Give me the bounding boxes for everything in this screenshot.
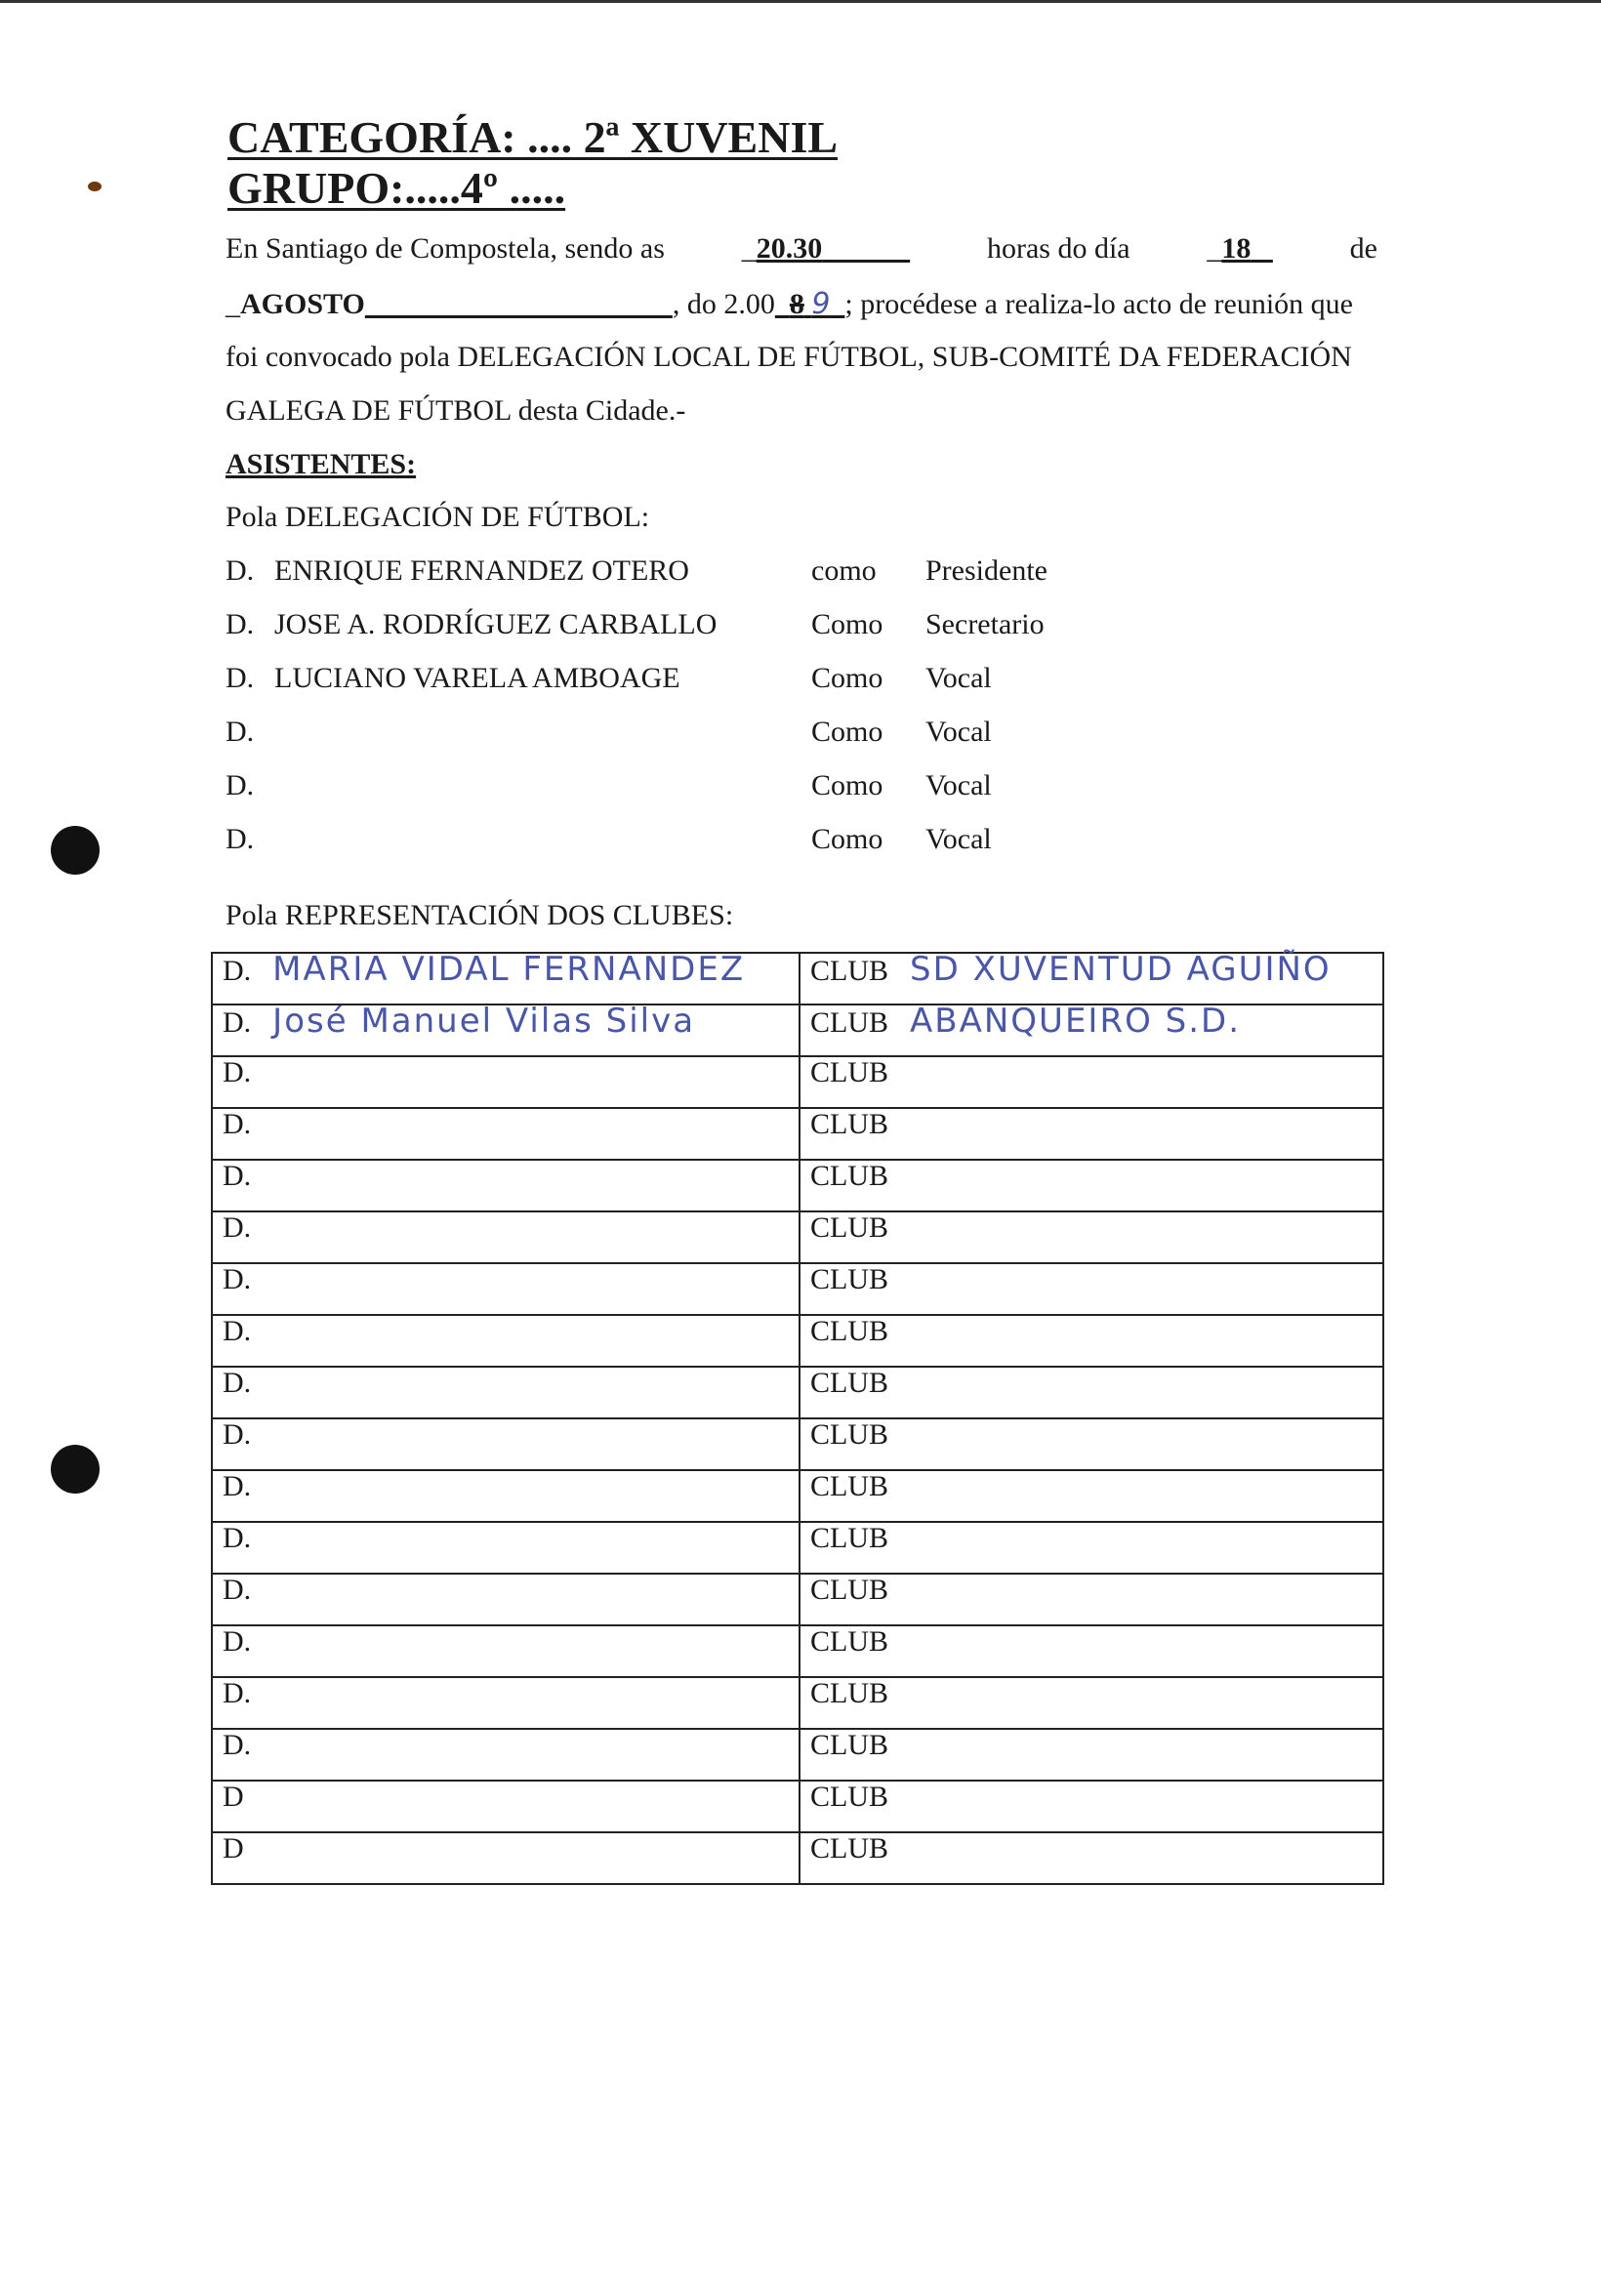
delegation-member [226,716,1104,755]
representative-cell [212,1004,800,1056]
club-cell [800,1108,1383,1160]
representative-title: D. [223,1522,252,1554]
representative-title: D. [223,1263,252,1295]
asistentes-label: ASISTENTES: [226,448,417,480]
representative-title: D [223,1832,244,1865]
club-cell [800,950,1383,1004]
member-title: D. [226,716,255,748]
clubes-label: Pola REPRESENTACIÓN DOS CLUBES: [226,899,734,931]
club-label: CLUB [810,1522,889,1554]
intro-line-2: _AGOSTO , do 2.00 8 9 ; procédese a realiza-lo acto de reunión que [226,287,1353,321]
intro-hour: 20.30 [756,232,823,265]
representative-title: D. [223,1211,252,1244]
club-cell [800,1677,1383,1729]
representative-cell [212,1729,800,1781]
member-role: Vocal [925,662,992,694]
club-cell [800,1367,1383,1418]
representative-title: D. [223,1729,252,1761]
intro-day-field: _18 [1207,232,1252,265]
representative-title: D [223,1781,244,1813]
member-como: Como [811,608,883,640]
club-label: CLUB [810,1315,889,1347]
member-como: Como [811,716,883,748]
member-title: D. [226,769,255,801]
club-cell [800,1574,1383,1625]
delegation-member [226,554,1104,594]
member-role: Secretario [925,608,1045,640]
club-row [212,1418,1383,1470]
member-title: D. [226,608,255,640]
club-cell [800,1315,1383,1367]
club-label: CLUB [810,1056,889,1088]
member-title: D. [226,662,255,694]
club-cell [800,1832,1383,1884]
representative-title: D. [223,1006,252,1039]
club-name: SD XUVENTUD AGUIÑO [910,950,1332,989]
member-role: Vocal [925,769,992,801]
intro-day: 18 [1221,232,1252,265]
representative-cell [212,1832,800,1884]
intro-year-printed: 8 [789,288,804,320]
club-row [212,1625,1383,1677]
club-row [212,1211,1383,1263]
club-name: ABANQUEIRO S.D. [910,1002,1242,1041]
category-heading: CATEGORÍA: .... 2ª XUVENIL [227,112,839,162]
club-row [212,1004,1383,1056]
representative-cell [212,1367,800,1418]
club-row [212,1677,1383,1729]
representative-name: José Manuel Vilas Silva [272,1002,696,1041]
representative-cell [212,1470,800,1522]
representative-title: D. [223,1108,252,1140]
representative-title: D. [223,955,252,987]
club-label: CLUB [810,1574,889,1606]
representative-cell [212,1056,800,1108]
representative-title: D. [223,1315,252,1347]
intro-line-4: GALEGA DE FÚTBOL desta Cidade.- [226,394,686,427]
member-como: Como [811,769,883,801]
representative-title: D. [223,1625,252,1658]
club-label: CLUB [810,1367,889,1399]
club-cell [800,1056,1383,1108]
intro-year-handwritten: 9 [811,287,831,321]
representative-title: D. [223,1677,252,1709]
representative-cell [212,950,800,1004]
club-label: CLUB [810,1211,889,1244]
club-row [212,1315,1383,1367]
intro-hours-text: horas do día [986,232,1130,265]
group-heading: GRUPO:.....4º ..... [227,163,566,213]
intro-line-1 [226,232,1377,266]
club-label: CLUB [810,1418,889,1451]
representative-cell [212,1263,800,1315]
intro-hour-field: _20.30 [741,232,823,265]
delegacion-label: Pola DELEGACIÓN DE FÚTBOL: [226,501,650,533]
delegation-member [226,608,1104,647]
club-row [212,1470,1383,1522]
club-row [212,1574,1383,1625]
club-label: CLUB [810,1677,889,1709]
intro-after-year: ; procédese a realiza-lo acto de reunión que [844,288,1353,320]
club-cell [800,1729,1383,1781]
club-label: CLUB [810,1729,889,1761]
club-cell [800,1004,1383,1056]
page-top-edge [0,0,1601,3]
representative-cell [212,1418,800,1470]
club-label: CLUB [810,1160,889,1192]
representative-cell [212,1160,800,1211]
club-cell [800,1781,1383,1832]
intro-de: de [1349,232,1377,265]
intro-month: AGOSTO [240,288,365,320]
club-cell [800,1160,1383,1211]
club-row [212,1522,1383,1574]
member-como: Como [811,662,883,694]
club-row [212,1832,1383,1884]
member-name: JOSE A. RODRÍGUEZ CARBALLO [274,608,718,640]
representative-title: D. [223,1574,252,1606]
club-label: CLUB [810,1470,889,1502]
representative-cell [212,1781,800,1832]
paper-speck [88,182,102,191]
delegation-member [226,823,1104,862]
delegation-member [226,662,1104,701]
intro-line-3: foi convocado pola DELEGACIÓN LOCAL DE FÚTBOL, SUB-COMITÉ DA FEDERACIÓN [226,341,1352,373]
representative-title: D. [223,1418,252,1451]
intro-year-prefix: , do 2.00 [672,288,775,320]
intro-city-text: En Santiago de Compostela, sendo as [226,232,665,265]
club-row [212,1056,1383,1108]
club-label: CLUB [810,1108,889,1140]
clubs-table [211,952,1384,1885]
delegation-member [226,769,1104,808]
representative-cell [212,1315,800,1367]
club-label: CLUB [810,1781,889,1813]
representative-title: D. [223,1470,252,1502]
member-name: LUCIANO VARELA AMBOAGE [274,662,680,694]
club-label: CLUB [810,1625,889,1658]
member-role: Presidente [925,554,1047,587]
member-role: Vocal [925,823,992,855]
representative-name: MARIA VIDAL FERNANDEZ [272,950,746,989]
punch-hole [51,1445,100,1494]
club-row [212,1367,1383,1418]
representative-cell [212,1574,800,1625]
club-row [212,1781,1383,1832]
club-cell [800,1211,1383,1263]
club-cell [800,1470,1383,1522]
member-title: D. [226,554,255,587]
club-cell [800,1625,1383,1677]
club-cell [800,1522,1383,1574]
club-row [212,1160,1383,1211]
member-role: Vocal [925,716,992,748]
club-cell [800,1418,1383,1470]
representative-cell [212,1677,800,1729]
club-cell [800,1263,1383,1315]
member-title: D. [226,823,255,855]
club-row [212,1108,1383,1160]
representative-title: D. [223,1160,252,1192]
club-label: CLUB [810,955,889,987]
club-row [212,953,1383,1004]
club-row [212,1263,1383,1315]
club-label: CLUB [810,1263,889,1295]
representative-cell [212,1211,800,1263]
member-name: ENRIQUE FERNANDEZ OTERO [274,554,689,587]
representative-cell [212,1108,800,1160]
member-como: Como [811,823,883,855]
club-row [212,1729,1383,1781]
representative-cell [212,1625,800,1677]
member-como: como [811,554,877,587]
representative-cell [212,1522,800,1574]
punch-hole [51,826,100,875]
club-label: CLUB [810,1006,889,1039]
representative-title: D. [223,1367,252,1399]
club-label: CLUB [810,1832,889,1865]
representative-title: D. [223,1056,252,1088]
